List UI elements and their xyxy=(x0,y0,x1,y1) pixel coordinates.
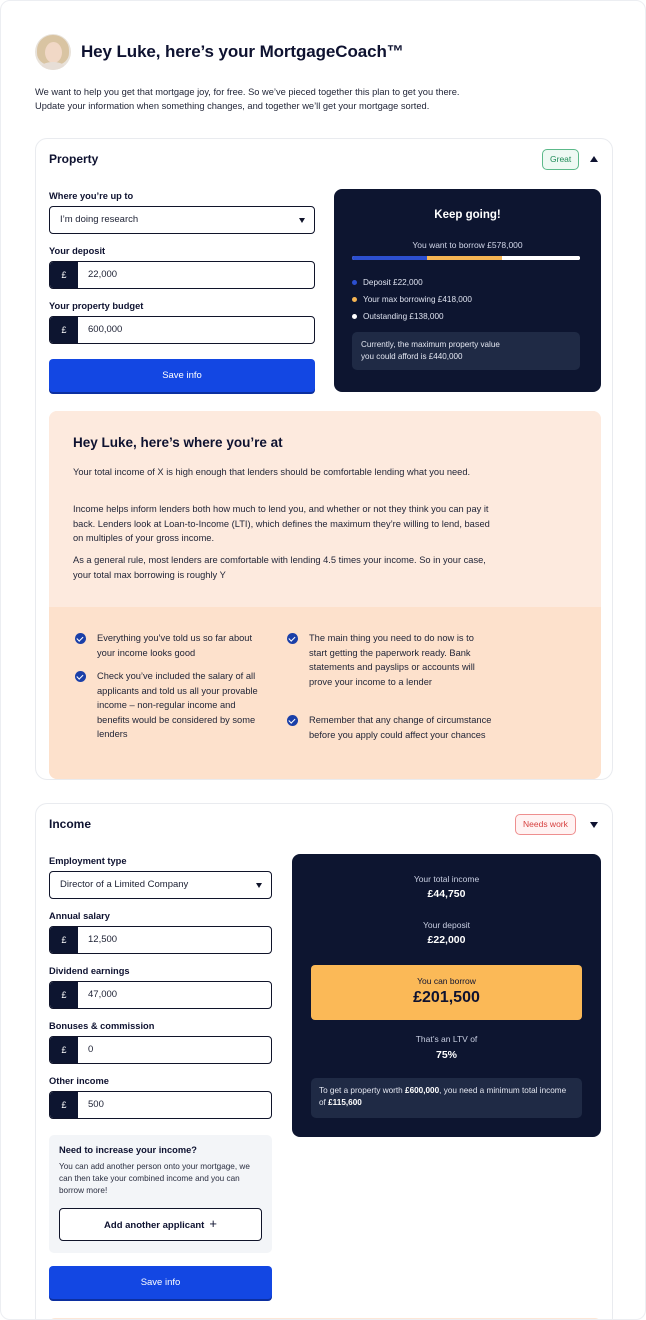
note-line-1: Currently, the maximum property value xyxy=(361,340,500,349)
increase-income-box xyxy=(49,1135,272,1253)
caret-down-icon xyxy=(299,218,305,223)
employment-label: Employment type xyxy=(49,856,127,866)
status-panel xyxy=(49,411,601,779)
keep-going-title: Keep going! xyxy=(434,209,501,221)
borrow-label: You can borrow xyxy=(417,976,476,986)
where-select-value: I’m doing research xyxy=(60,214,139,225)
dot-icon xyxy=(352,297,357,302)
legend-max xyxy=(352,295,472,304)
note-middle: , you need a minimum total income of xyxy=(319,1086,567,1107)
check-circle-icon xyxy=(287,715,298,726)
note-line-2: you could afford is £440,000 xyxy=(361,352,463,361)
other-income-value[interactable]: 500 xyxy=(88,1099,104,1110)
total-income-label: Your total income xyxy=(413,874,480,884)
legend-outstanding xyxy=(352,312,444,321)
dividend-input[interactable] xyxy=(49,981,272,1009)
tick-item xyxy=(75,631,265,660)
dividend-value[interactable]: 47,000 xyxy=(88,989,118,1000)
check-circle-icon xyxy=(75,671,86,682)
property-card xyxy=(35,138,613,780)
status-heading: Hey Luke, here’s where you’re at xyxy=(73,435,283,450)
borrow-amount-box xyxy=(311,965,582,1020)
page-title: Hey Luke, here’s your MortgageCoach™ xyxy=(81,42,404,61)
where-label: Where you’re up to xyxy=(49,191,134,201)
budget-input[interactable] xyxy=(49,316,315,344)
intro-text xyxy=(35,85,555,113)
income-summary-panel xyxy=(292,854,601,1137)
borrow-progress-bar xyxy=(352,256,580,260)
status-paragraph-3: As a general rule, most lenders are comfortable with lending 4.5 times your income. So in your case, your total max borrowing is roughly Y xyxy=(73,555,486,580)
borrow-value: £201,500 xyxy=(413,989,480,1006)
status-badge-great: Great xyxy=(542,149,579,170)
max-property-note xyxy=(352,332,580,370)
salary-label: Annual salary xyxy=(49,911,110,921)
deposit-value[interactable]: 22,000 xyxy=(88,269,118,280)
ltv-label: That’s an LTV of xyxy=(415,1034,478,1044)
property-title: Property xyxy=(49,152,99,166)
note-prefix: To get a property worth xyxy=(319,1086,406,1095)
increase-income-title: Need to increase your income? xyxy=(59,1145,197,1155)
status-paragraph-1: Your total income of X is high enough that lenders should be comfortable lending what you need. xyxy=(73,467,471,477)
currency-prefix: £ xyxy=(50,1037,78,1063)
intro-line-2: Update your information when something changes, and together we’ll get your mortgage sorted. xyxy=(35,101,430,111)
legend-max-label: Your max borrowing £418,000 xyxy=(363,295,472,304)
currency-prefix: £ xyxy=(50,982,78,1008)
header xyxy=(35,34,404,70)
increase-income-desc: You can add another person onto your mortgage, we can then take your combined income and you can borrow more! xyxy=(59,1162,250,1195)
bar-segment-deposit xyxy=(352,256,427,260)
income-save-button[interactable]: Save info xyxy=(49,1266,272,1299)
legend-deposit-label: Deposit £22,000 xyxy=(363,278,423,287)
add-applicant-button[interactable] xyxy=(59,1208,262,1241)
currency-prefix: £ xyxy=(50,1092,78,1118)
note-property-value: £600,000 xyxy=(405,1086,440,1095)
check-circle-icon xyxy=(287,633,298,644)
keep-going-panel xyxy=(334,189,601,392)
intro-line-1: We want to help you get that mortgage joy, for free. So we’ve pieced together this plan to get you there. xyxy=(35,87,460,97)
add-applicant-label: Add another applicant xyxy=(104,1220,205,1231)
bonus-label: Bonuses & commission xyxy=(49,1021,155,1031)
tick-item xyxy=(75,669,270,742)
currency-prefix: £ xyxy=(50,927,78,953)
bonus-value[interactable]: 0 xyxy=(88,1044,94,1055)
chevron-down-icon[interactable] xyxy=(590,822,598,828)
budget-label: Your property budget xyxy=(49,301,144,311)
tick-text: The main thing you need to do now is to start getting the paperwork ready. Bank statements and payslips or accounts will prove your income to a lender xyxy=(309,633,475,687)
deposit-label: Your deposit xyxy=(49,246,106,256)
min-income-note xyxy=(311,1078,582,1118)
property-save-button[interactable]: Save info xyxy=(49,359,315,392)
tick-item xyxy=(287,631,492,689)
where-select[interactable] xyxy=(49,206,315,234)
income-deposit-label: Your deposit xyxy=(423,920,470,930)
income-card xyxy=(35,803,613,1320)
currency-prefix: £ xyxy=(50,317,78,343)
tick-text: Remember that any change of circumstance before you apply could affect your chances xyxy=(309,715,492,740)
dot-icon xyxy=(352,280,357,285)
dividend-label: Dividend earnings xyxy=(49,966,130,976)
caret-down-icon xyxy=(256,883,262,888)
dot-icon xyxy=(352,314,357,319)
tick-text: Check you’ve included the salary of all applicants and told us all your provable income – non-regular income and benefits would be considered by some lenders xyxy=(97,671,258,739)
bar-segment-outstanding xyxy=(502,256,580,260)
income-deposit-value: £22,000 xyxy=(427,934,466,946)
currency-prefix: £ xyxy=(50,262,78,288)
legend-deposit xyxy=(352,278,423,287)
budget-value[interactable]: 600,000 xyxy=(88,324,123,335)
bonus-input[interactable] xyxy=(49,1036,272,1064)
total-income-value: £44,750 xyxy=(427,888,466,900)
tick-item xyxy=(287,713,492,742)
salary-value[interactable]: 12,500 xyxy=(88,934,118,945)
bar-segment-max xyxy=(427,256,502,260)
borrow-text: You want to borrow £578,000 xyxy=(412,240,523,250)
salary-input[interactable] xyxy=(49,926,272,954)
legend-outstanding-label: Outstanding £138,000 xyxy=(363,312,444,321)
avatar xyxy=(35,34,71,70)
status-paragraph-2: Income helps inform lenders both how much to lend you, and whether or not they think you can pay it back. Lenders look at Loan-to-Income (LTI), which defines the maximum they’re willing to lend, based on multiples of your gross income. xyxy=(73,504,490,543)
note-income-value: £115,600 xyxy=(328,1098,362,1107)
plus-icon: + xyxy=(209,1216,217,1231)
status-badge-needs-work: Needs work xyxy=(515,814,576,835)
other-income-label: Other income xyxy=(49,1076,109,1086)
employment-select[interactable] xyxy=(49,871,272,899)
chevron-up-icon[interactable] xyxy=(590,156,598,162)
tick-text: Everything you’ve told us so far about your income looks good xyxy=(97,633,253,658)
other-income-input[interactable] xyxy=(49,1091,272,1119)
check-circle-icon xyxy=(75,633,86,644)
income-title: Income xyxy=(49,817,92,831)
employment-select-value: Director of a Limited Company xyxy=(60,879,189,890)
ltv-value: 75% xyxy=(435,1049,457,1061)
deposit-input[interactable] xyxy=(49,261,315,289)
